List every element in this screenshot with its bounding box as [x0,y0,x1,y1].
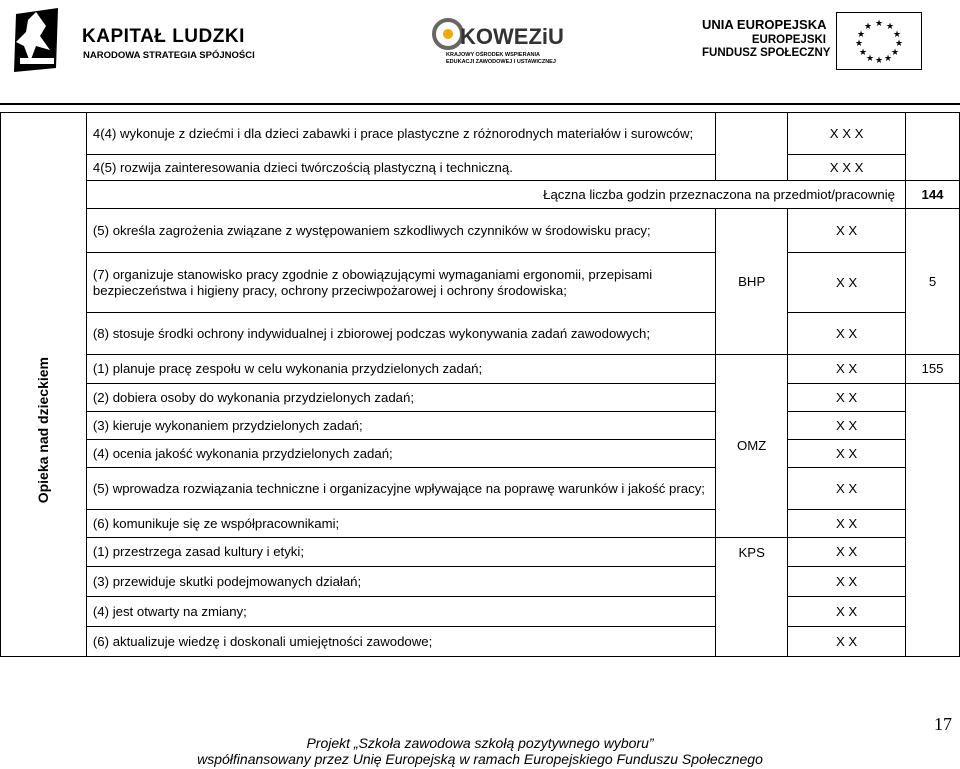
svg-text:★: ★ [874,56,884,66]
row-marks: X X [788,538,906,567]
row-marks: X X X [788,113,906,155]
kl-title: KAPITAŁ LUDZKI [82,26,245,47]
table-row [1,510,960,538]
table-row [1,597,960,627]
table-row [1,468,960,510]
row-marks: X X [788,313,906,355]
table-row [1,313,960,355]
row-text: (3) kieruje wykonaniem przydzielonych zadań; [86,412,715,440]
row-marks: X X [788,510,906,538]
kowezu-subtitle [446,52,556,66]
kl-subtitle: NARODOWA STRATEGIA SPÓJNOŚCI [83,50,255,61]
page-number: 17 [934,714,952,734]
table-row [1,209,960,253]
row-marks: X X [788,355,906,384]
ue-line1: UNIA EUROPEJSKA [702,17,827,32]
table-row [1,384,960,412]
total-row [1,181,960,209]
table-row [1,253,960,313]
module-label-bhp: BHP [716,209,788,355]
kps-label: KPS [738,545,765,560]
row-marks: X X [788,567,906,597]
row-marks: X X [788,627,906,657]
row-text: (8) stosuje środki ochrony indywidualnej i zbiorowej podczas wykonywania zadań zawodowych; [86,313,715,355]
hours-cell-empty [906,384,960,657]
row-text: (5) wprowadza rozwiązania techniczne i organizacyjne wpływające na poprawę warunków i jakość pracy; [86,468,715,510]
section-label: Opieka nad dzieckiem [35,357,52,504]
row-marks: X X X [788,155,906,181]
svg-text:★: ★ [892,30,902,40]
total-value: 144 [906,181,960,209]
row-marks: X X [788,468,906,510]
hours-cell-empty [906,113,960,181]
total-label: Łączna liczba godzin przeznaczona na przedmiot/pracownię [86,181,905,209]
ue-efs-logo [700,8,930,78]
table-row [1,567,960,597]
kowezu-subtitle-line2: EDUKACJI ZAWODOWEJ I USTAWICZNEJ [446,59,556,65]
module-label-omz: OMZ [716,355,788,538]
table-row [1,627,960,657]
table-row [1,538,960,567]
hours-omz: 155 [906,355,960,384]
kowezu-title: KOWEZiU [460,24,564,49]
row-text: (4) ocenia jakość wykonania przydzielonych zadań; [86,440,715,468]
eu-flag-icon [836,12,922,70]
table-row [1,155,960,181]
svg-text:★: ★ [854,39,864,49]
kapital-ludzki-emblem-icon [6,6,72,76]
row-text: (7) organizuje stanowisko pracy zgodnie z obowiązującymi wymaganiami ergonomii, przepisami bezpieczeństwa i higieny pracy, ochrony przeciwpożarowej i ochrony środowiska; [86,253,715,313]
svg-text:★: ★ [883,54,893,64]
kowezu-subtitle-line1: KRAJOWY OŚRODEK WSPIERANIA [446,52,541,58]
section-label-cell [1,209,87,657]
row-marks: X X [788,209,906,253]
svg-text:★: ★ [894,39,904,49]
row-marks: X X [788,384,906,412]
module-cell-empty [716,113,788,181]
svg-text:★: ★ [858,48,868,58]
svg-text:★: ★ [885,22,895,32]
svg-text:★: ★ [874,19,884,29]
table-row [1,113,960,155]
row-text: 4(4) wykonuje z dziećmi i dla dzieci zabawki i prace plastyczne z różnorodnych materiałów i surowców; [86,113,715,155]
header-divider [0,103,960,105]
hours-bhp: 5 [906,209,960,355]
row-marks: X X [788,440,906,468]
footer-funding-line: współfinansowany przez Unię Europejską w ramach Europejskiego Funduszu Społecznego [197,751,763,767]
row-text: (2) dobiera osoby do wykonania przydzielonych zadań; [86,384,715,412]
row-marks: X X [788,412,906,440]
svg-text:★: ★ [863,22,873,32]
module-label-kps [716,538,788,657]
row-text: (1) przestrzega zasad kultury i etyki; [86,538,715,567]
row-text: (1) planuje pracę zespołu w celu wykonania przydzielonych zadań; [86,355,715,384]
section-label-cell-top [1,113,87,181]
row-text: (5) określa zagrożenia związane z występowaniem szkodliwych czynników w środowisku pracy; [86,209,715,253]
row-marks: X X [788,597,906,627]
row-text: (6) komunikuje się ze współpracownikami; [86,510,715,538]
row-text: (4) jest otwarty na zmiany; [86,597,715,627]
table-row [1,412,960,440]
footer-project-line: Projekt „Szkoła zawodowa szkołą pozytywnego wyboru” [306,735,654,751]
svg-text:★: ★ [865,54,875,64]
svg-text:★: ★ [890,48,900,58]
kapital-ludzki-logo [6,6,256,76]
row-text: 4(5) rozwija zainteresowania dzieci twórczością plastyczną i techniczną. [86,155,715,181]
ue-line2: EUROPEJSKI [751,34,826,46]
row-text: (3) przewiduje skutki podejmowanych działań; [86,567,715,597]
blank-cell [1,181,87,209]
ue-line3: FUNDUSZ SPOŁECZNY [702,47,831,59]
row-text: (6) aktualizuje wiedzę i doskonali umiejętności zawodowe; [86,627,715,657]
curriculum-table [0,112,960,657]
kowezu-logo [430,10,564,80]
ue-line2-3 [702,34,830,60]
svg-text:★: ★ [856,30,866,40]
table-row [1,355,960,384]
table-row [1,440,960,468]
row-marks: X X [788,253,906,313]
